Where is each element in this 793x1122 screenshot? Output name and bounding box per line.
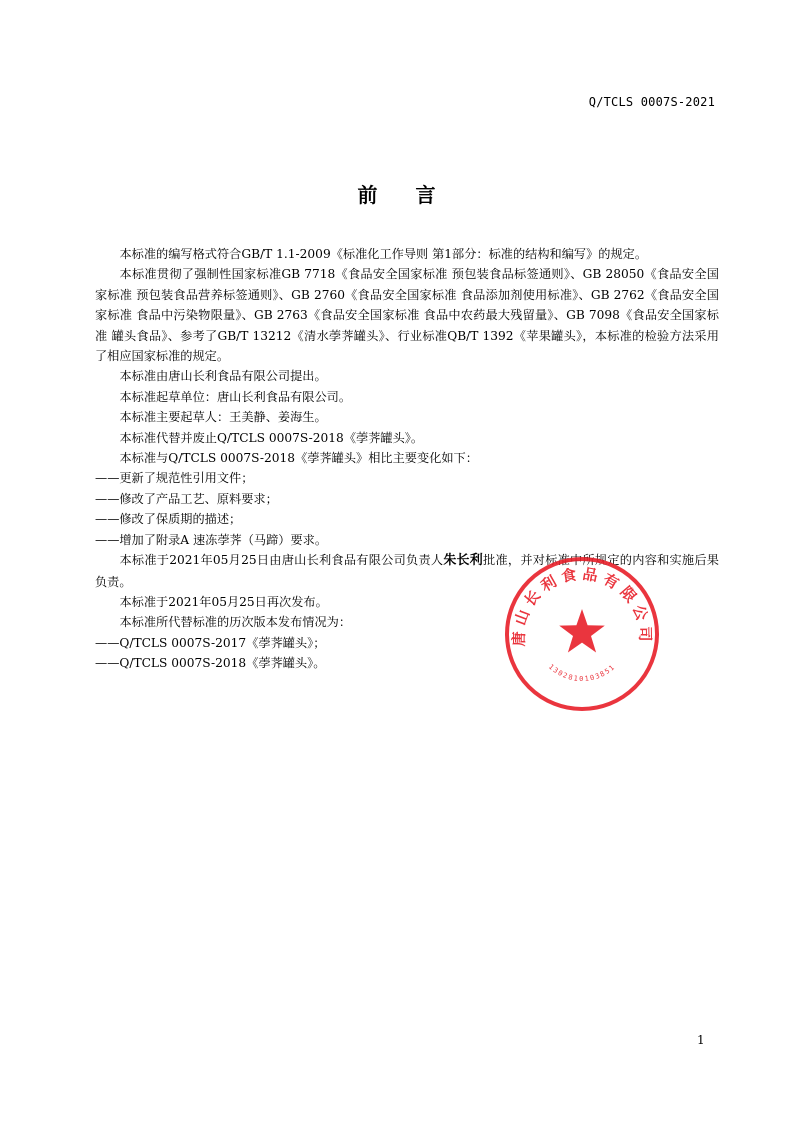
paragraph-format: 本标准的编写格式符合GB/T 1.1-2009《标准化工作导则 第1部分：标准的结构和编写》的规定。	[119, 247, 648, 261]
paragraph-standards: 本标准贯彻了强制性国家标准GB 7718《食品安全国家标准 预包装食品标签通则》、GB 28050《食品安全国家标准 预包装食品营养标签通则》、GB 2760《食品安全国家标准 食品添加剂使用标准》、GB 2762《食品安全国家标准 食品中污染物限量》、GB 2763《食品安全国家标准 食品中农药最大残留量》、GB 7098《食品安全国家标准 罐头食品》、参考了GB/T 13212《清水荸荠罐头》、行业标准QB/T 1392《苹果罐头》，本标准的检验方法采用了相应国家标准的规定。	[95, 267, 719, 364]
company-seal	[503, 555, 661, 713]
paragraph-proposer: 本标准由唐山长利食品有限公司提出。	[119, 369, 327, 384]
history-item: ——Q/TCLS 0007S-2018《荸荠罐头》。	[95, 656, 326, 671]
paragraph-drafters: 本标准主要起草人：王美静、姜海生。	[119, 410, 327, 425]
seal-company-text: 唐山长利食品有限公司	[509, 564, 655, 647]
change-item: ——修改了保质期的描述；	[95, 512, 242, 527]
page-title: 前言	[357, 183, 474, 207]
seal-star-icon	[559, 609, 605, 653]
change-item: ——修改了产品工艺、原料要求；	[95, 491, 278, 506]
approval-text: 本标准于2021年05月25日由唐山长利食品有限公司负责人	[119, 553, 444, 568]
change-item: ——增加了附录A 速冻荸荠（马蹄）要求。	[95, 532, 328, 547]
paragraph-drafting-unit: 本标准起草单位：唐山长利食品有限公司。	[119, 389, 352, 404]
signature: 朱长利	[443, 553, 484, 569]
change-item: ——更新了规范性引用文件；	[95, 471, 254, 486]
paragraph-release: 本标准于2021年05月25日再次发布。	[119, 594, 328, 609]
paragraph-changes-intro: 本标准与Q/TCLS 0007S-2018《荸荠罐头》相比主要变化如下：	[119, 451, 478, 466]
paragraph-history-intro: 本标准所代替标准的历次版本发布情况为：	[119, 615, 352, 630]
approval-text-after: 批准，并对标准中所规定的内容和实施后果负责。	[95, 553, 719, 589]
seal-number-text: 1302810103851	[546, 662, 618, 684]
history-item: ——Q/TCLS 0007S-2017《荸荠罐头》；	[95, 635, 326, 650]
document-code: Q/TCLS 0007S-2021	[588, 95, 715, 109]
paragraph-replaces: 本标准代替并废止Q/TCLS 0007S-2018《荸荠罐头》。	[119, 430, 424, 445]
page-number: 1	[697, 1033, 705, 1047]
